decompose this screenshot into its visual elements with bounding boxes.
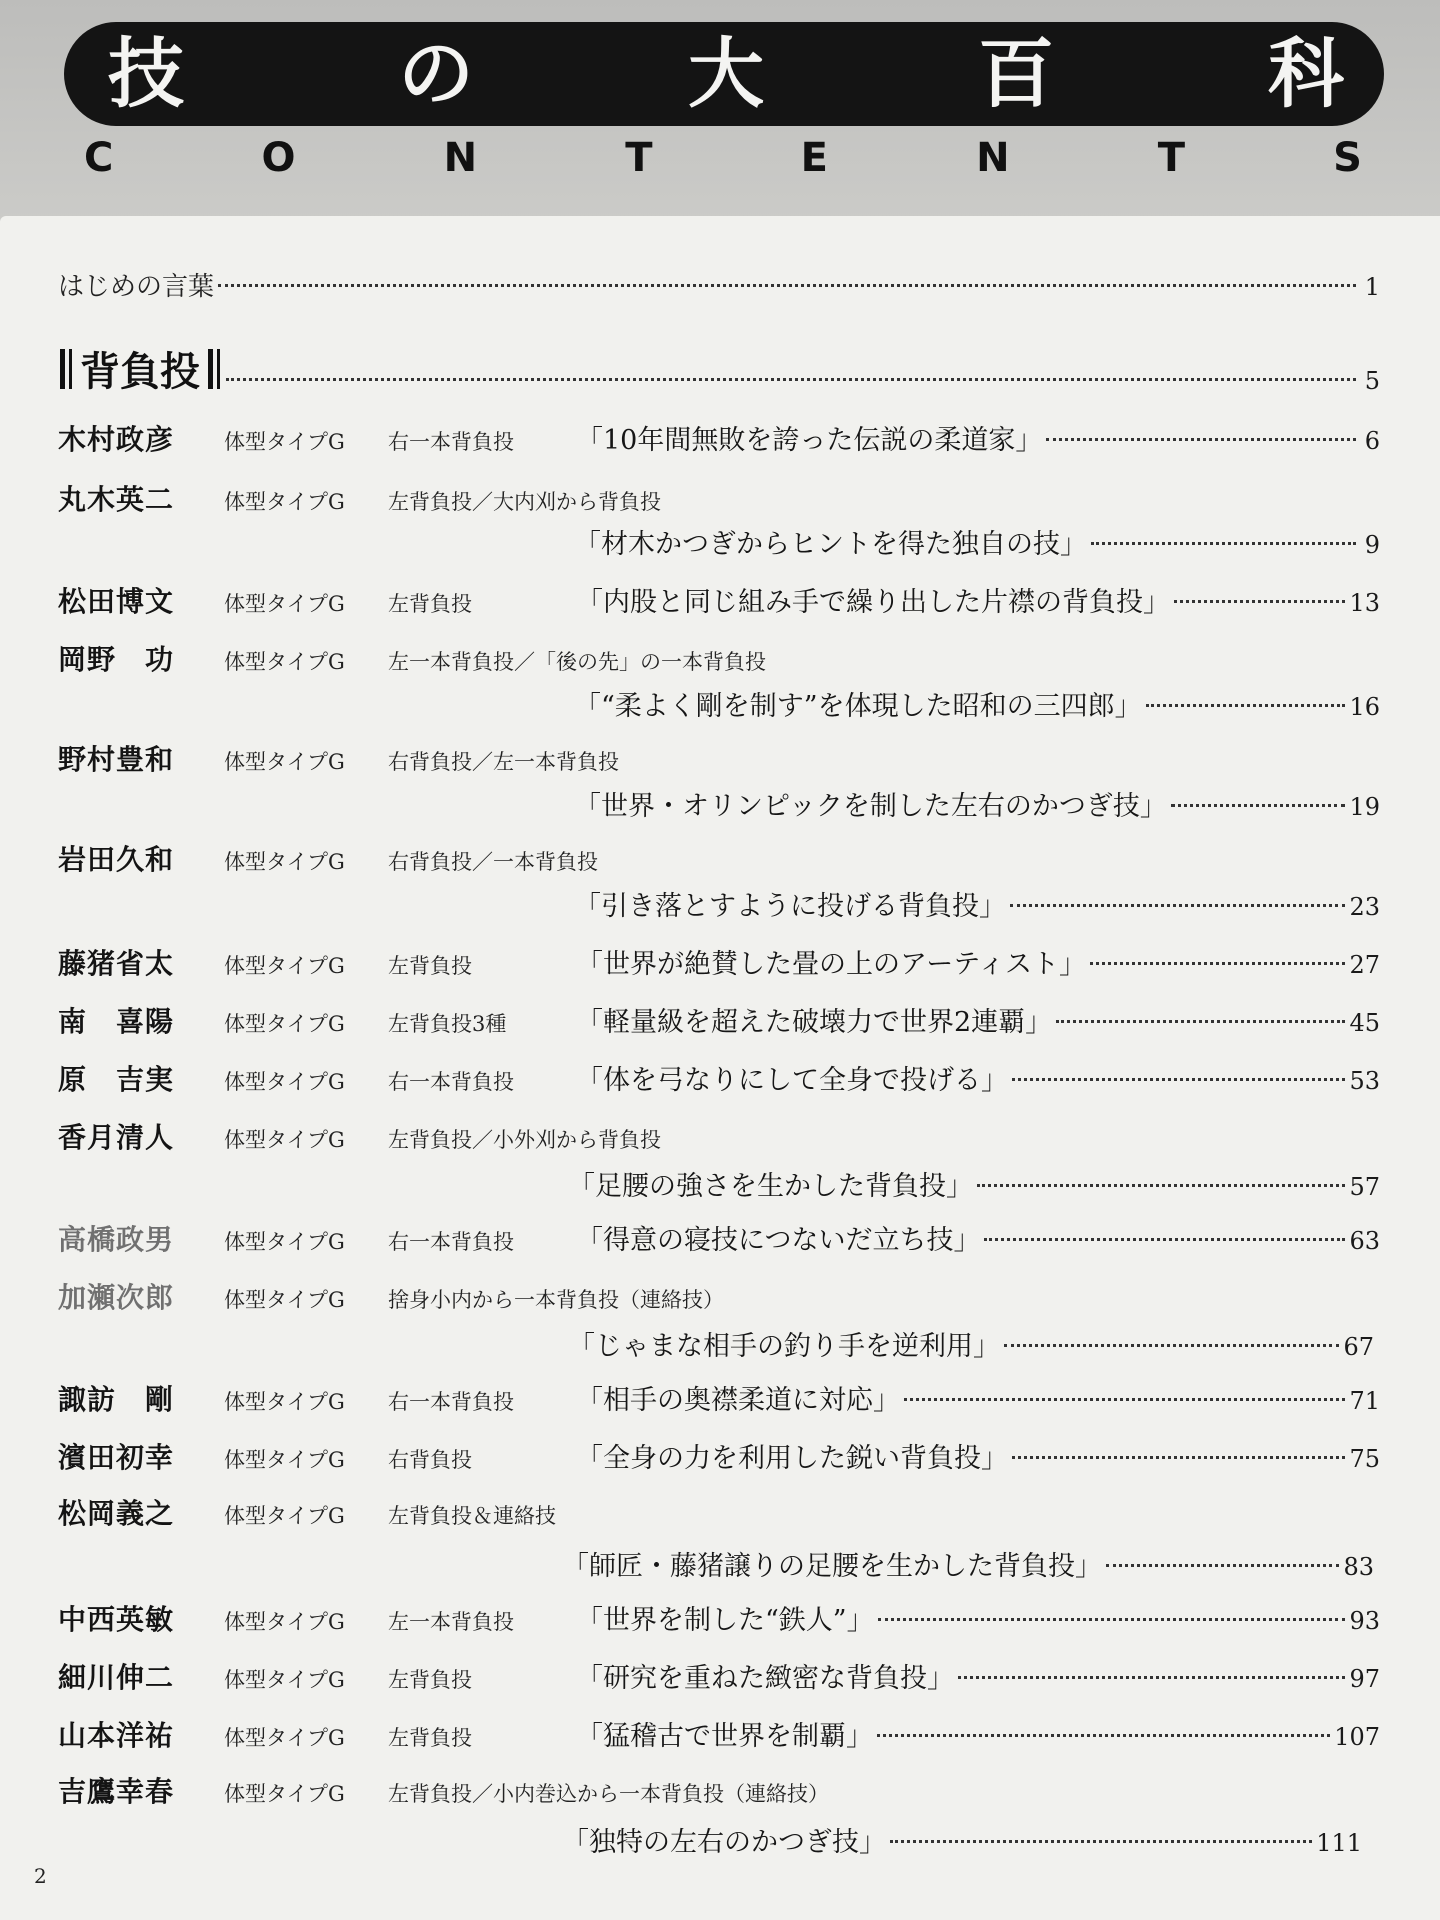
body-type: 体型タイプG	[224, 592, 345, 616]
footer-page-number: 2	[34, 1864, 47, 1888]
toc-entry-caption-line[interactable]	[574, 522, 1380, 561]
heading-bar	[69, 349, 72, 389]
technique: 左背負投／大内刈から背負投	[388, 490, 661, 514]
author-name: 野村豊和	[58, 743, 175, 776]
heading-bar	[208, 349, 213, 389]
body-type: 体型タイプG	[224, 1230, 345, 1254]
entry-caption: 「猛稽古で世界を制覇」	[576, 1721, 873, 1752]
technique: 右背負投／左一本背負投	[388, 750, 619, 774]
toc-entry[interactable]	[58, 1058, 1380, 1098]
page-number: 13	[1349, 589, 1380, 617]
page-number: 45	[1349, 1009, 1380, 1037]
page-number: 71	[1349, 1387, 1380, 1415]
dot-leader	[878, 1618, 1346, 1621]
technique: 左一本背負投	[388, 1610, 514, 1634]
entry-caption: 「独特の左右のかつぎ技」	[562, 1827, 886, 1858]
toc-entry[interactable]	[58, 418, 1380, 458]
entry-caption: 「材木かつぎからヒントを得た独自の技」	[574, 529, 1087, 560]
dot-leader	[958, 1676, 1345, 1679]
entry-caption: 「相手の奥襟柔道に対応」	[576, 1385, 900, 1416]
toc-entry[interactable]	[58, 1714, 1380, 1754]
toc-entry-caption-line[interactable]	[568, 1164, 1380, 1203]
dot-leader	[218, 284, 1356, 287]
author-name: 諏訪 剛	[58, 1383, 175, 1416]
dot-leader	[1046, 438, 1356, 441]
dot-leader	[1056, 1020, 1345, 1023]
toc-entry[interactable]	[58, 638, 1380, 678]
entry-caption: 「得意の寝技につないだ立ち技」	[576, 1225, 981, 1256]
toc-entry[interactable]	[58, 478, 1380, 518]
page-number: 27	[1349, 951, 1380, 979]
body-type: 体型タイプG	[224, 650, 345, 674]
toc-entry[interactable]	[58, 1000, 1380, 1040]
author-name: 中西英敏	[58, 1603, 175, 1636]
technique: 右一本背負投	[388, 1390, 514, 1414]
toc-entry[interactable]	[58, 580, 1380, 620]
body-type: 体型タイプG	[224, 1726, 345, 1750]
toc-entry[interactable]	[58, 1598, 1380, 1638]
page-number: 23	[1349, 893, 1380, 921]
dot-leader	[1091, 542, 1356, 545]
dot-leader	[1004, 1344, 1339, 1347]
technique: 右背負投／一本背負投	[388, 850, 598, 874]
page-number: 93	[1349, 1607, 1380, 1635]
entry-caption: 「内股と同じ組み手で繰り出した片襟の背負投」	[576, 587, 1170, 618]
author-name: 岡野 功	[58, 643, 175, 676]
body-type: 体型タイプG	[224, 750, 345, 774]
page-number: 75	[1349, 1445, 1380, 1473]
title-char: 百	[978, 29, 1054, 118]
body-type: 体型タイプG	[224, 1610, 345, 1634]
title-char: の	[398, 29, 474, 118]
entry-caption: 「世界・オリンピックを制した左右のかつぎ技」	[574, 791, 1167, 822]
dot-leader	[1106, 1564, 1339, 1567]
author-name: 原 吉実	[58, 1063, 175, 1096]
toc-entry[interactable]	[58, 738, 1380, 778]
book-title	[64, 22, 1384, 126]
body-type: 体型タイプG	[224, 1288, 345, 1312]
contents-letter: S	[1333, 135, 1364, 181]
entry-caption: 「体を弓なりにして全身で投げる」	[576, 1065, 1008, 1096]
dot-leader	[877, 1734, 1330, 1737]
heading-bar	[217, 349, 220, 389]
technique: 右一本背負投	[388, 1230, 514, 1254]
toc-entry-caption-line[interactable]	[574, 784, 1380, 823]
body-type: 体型タイプG	[224, 1782, 345, 1806]
contents-letter: E	[800, 135, 830, 181]
contents-letter: O	[261, 135, 298, 181]
body-type: 体型タイプG	[224, 490, 345, 514]
contents-heading	[84, 128, 1364, 188]
author-name: 濱田初幸	[58, 1441, 175, 1474]
page-number: 5	[1364, 366, 1380, 395]
entry-caption: 「引き落とすように投げる背負投」	[574, 891, 1006, 922]
body-type: 体型タイプG	[224, 1668, 345, 1692]
body-type: 体型タイプG	[224, 1070, 345, 1094]
dot-leader	[984, 1238, 1345, 1241]
body-type: 体型タイプG	[224, 1128, 345, 1152]
toc-entry[interactable]	[58, 1218, 1380, 1258]
toc-entry-caption-line[interactable]	[574, 884, 1380, 923]
dot-leader	[977, 1184, 1345, 1187]
title-char: 科	[1268, 29, 1344, 118]
entry-caption: 「全身の力を利用した鋭い背負投」	[576, 1443, 1008, 1474]
body-type: 体型タイプG	[224, 1448, 345, 1472]
page-number: 97	[1349, 1665, 1380, 1693]
technique: 右一本背負投	[388, 430, 514, 454]
technique: 左背負投＆連絡技	[388, 1504, 556, 1528]
dot-leader	[1171, 804, 1346, 807]
entry-caption: 「10年間無敗を誇った伝説の柔道家」	[576, 425, 1043, 456]
entry-caption: 「師匠・藤猪譲りの足腰を生かした背負投」	[562, 1551, 1102, 1582]
contents-letter: T	[625, 135, 655, 181]
dot-leader	[1090, 962, 1345, 965]
author-name: 松田博文	[58, 585, 175, 618]
toc-entry[interactable]	[58, 1116, 1380, 1156]
toc-entry-caption-line[interactable]	[562, 1820, 1362, 1859]
author-name: 南 喜陽	[58, 1005, 175, 1038]
page-number: 67	[1343, 1333, 1374, 1361]
contents-letter: N	[443, 135, 480, 181]
technique: 右背負投	[388, 1448, 472, 1472]
toc-intro[interactable]	[58, 266, 1380, 303]
technique: 右一本背負投	[388, 1070, 514, 1094]
page-number: 63	[1349, 1227, 1380, 1255]
heading-bar	[60, 349, 65, 389]
toc-entry[interactable]	[58, 942, 1380, 982]
author-name: 丸木英二	[58, 483, 175, 516]
page-number: 9	[1364, 531, 1380, 559]
author-name: 細川伸二	[58, 1661, 175, 1694]
toc-entry[interactable]	[58, 838, 1380, 878]
page-number: 83	[1343, 1553, 1374, 1581]
entry-caption: 「研究を重ねた緻密な背負投」	[576, 1663, 954, 1694]
entry-caption: 「軽量級を超えた破壊力で世界2連覇」	[576, 1007, 1053, 1038]
title-char: 大	[688, 29, 764, 118]
body-type: 体型タイプG	[224, 1390, 345, 1414]
dot-leader	[1174, 600, 1345, 603]
page-number: 53	[1349, 1067, 1380, 1095]
dot-leader	[904, 1398, 1345, 1401]
dot-leader	[1012, 1456, 1345, 1459]
toc-entry[interactable]	[58, 1378, 1380, 1418]
section-heading	[58, 340, 222, 397]
entry-caption: 「“柔よく剛を制す”を体現した昭和の三四郎」	[574, 691, 1142, 722]
dot-leader	[1146, 704, 1346, 707]
title-char: 技	[108, 29, 184, 118]
author-name: 藤猪省太	[58, 947, 175, 980]
toc-entry[interactable]	[58, 1436, 1380, 1476]
body-type: 体型タイプG	[224, 850, 345, 874]
entry-caption: 「足腰の強さを生かした背負投」	[568, 1171, 973, 1202]
author-name: 吉鷹幸春	[58, 1775, 175, 1808]
technique: 左背負投	[388, 954, 472, 978]
technique: 左背負投	[388, 1726, 472, 1750]
toc-entry-caption-line[interactable]	[574, 684, 1380, 723]
toc-entry[interactable]	[58, 1492, 1380, 1532]
author-name: 岩田久和	[58, 843, 175, 876]
contents-letter: T	[1157, 135, 1188, 181]
entry-caption: 「世界が絶賛した畳の上のアーティスト」	[576, 949, 1087, 980]
technique: 左背負投／小外刈から背負投	[388, 1128, 661, 1152]
dot-leader	[1012, 1078, 1345, 1081]
page-number: 57	[1349, 1173, 1380, 1201]
body-type: 体型タイプG	[224, 430, 345, 454]
technique: 左一本背負投／「後の先」の一本背負投	[388, 650, 766, 674]
entry-caption: 「世界を制した“鉄人”」	[576, 1605, 874, 1636]
toc-entry[interactable]	[58, 1770, 1380, 1810]
page-number: 16	[1349, 693, 1380, 721]
page-number: 6	[1364, 427, 1380, 455]
toc-entry-caption-line[interactable]	[562, 1544, 1374, 1583]
technique: 捨身小内から一本背負投（連絡技）	[388, 1288, 724, 1312]
author-name: 山本洋祐	[58, 1719, 175, 1752]
entry-caption: 「じゃまな相手の釣り手を逆利用」	[568, 1331, 1000, 1362]
author-name: 香月清人	[58, 1121, 175, 1154]
author-name: 高橋政男	[58, 1223, 175, 1256]
dot-leader	[1010, 904, 1345, 907]
section-title: 背負投	[80, 349, 200, 395]
technique: 左背負投／小内巻込から一本背負投（連絡技）	[388, 1782, 829, 1806]
toc-entry-caption-line[interactable]	[568, 1324, 1374, 1363]
toc-section[interactable]	[58, 340, 1380, 397]
contents-letter: C	[84, 135, 116, 181]
technique: 左背負投3種	[388, 1012, 507, 1036]
technique: 左背負投	[388, 1668, 472, 1692]
toc-entry[interactable]	[58, 1276, 1380, 1316]
author-name: 加瀬次郎	[58, 1281, 175, 1314]
dot-leader	[890, 1840, 1312, 1843]
contents-letter: N	[976, 135, 1012, 181]
body-type: 体型タイプG	[224, 1012, 345, 1036]
toc-entry[interactable]	[58, 1656, 1380, 1696]
page-number: 1	[1364, 273, 1380, 301]
intro-label: はじめの言葉	[58, 272, 215, 302]
page-number: 111	[1316, 1829, 1362, 1857]
body-type: 体型タイプG	[224, 954, 345, 978]
author-name: 松岡義之	[58, 1497, 175, 1530]
page-number: 19	[1349, 793, 1380, 821]
page-number: 107	[1334, 1723, 1380, 1751]
author-name: 木村政彦	[58, 423, 175, 456]
dot-leader	[226, 378, 1356, 381]
body-type: 体型タイプG	[224, 1504, 345, 1528]
technique: 左背負投	[388, 592, 472, 616]
